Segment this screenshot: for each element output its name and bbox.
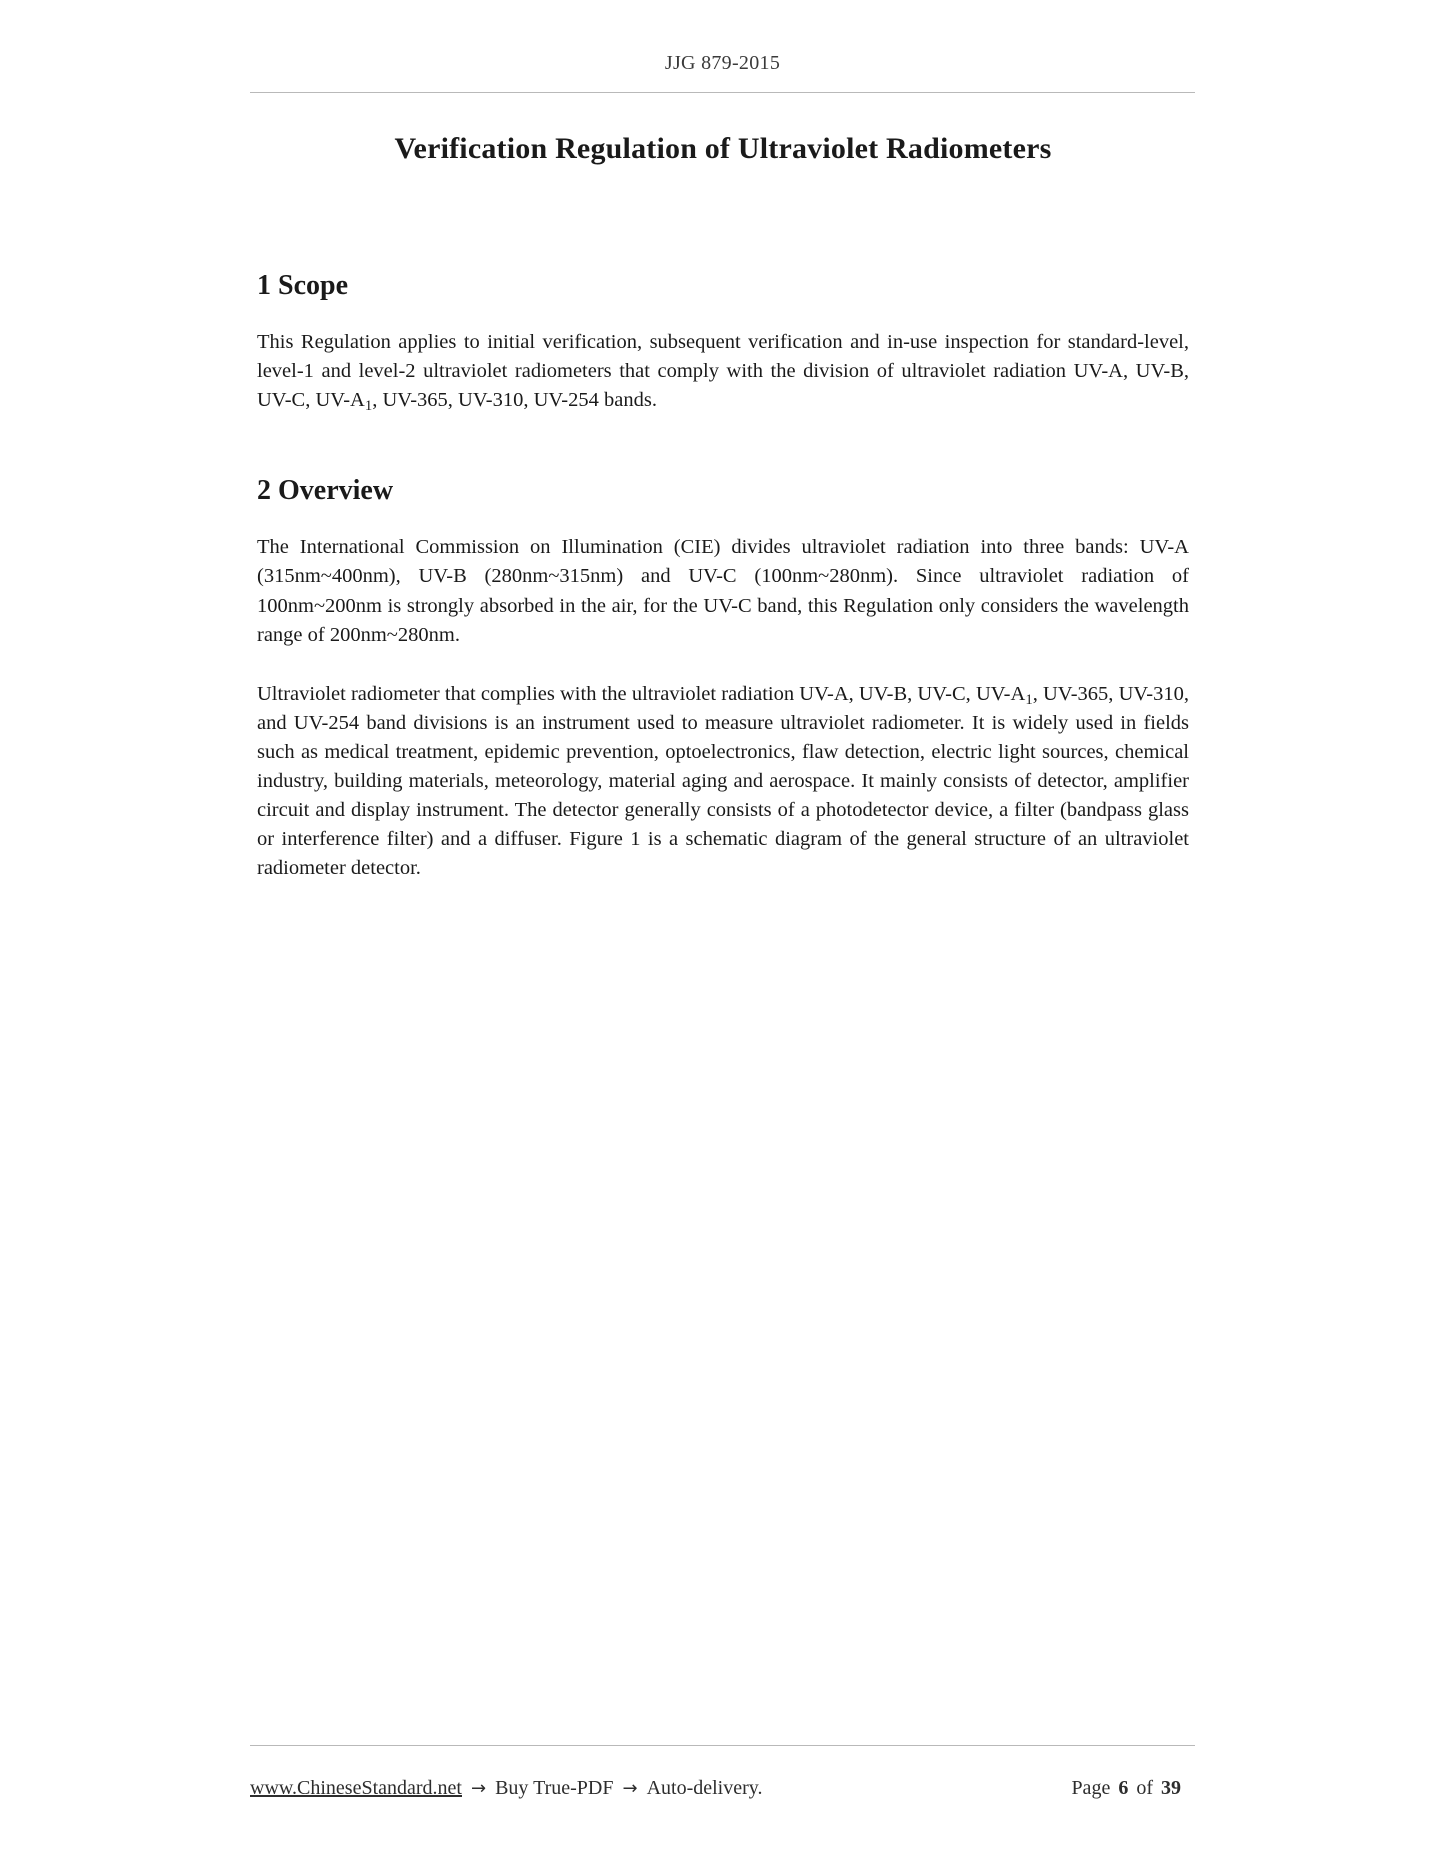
running-head: JJG 879-2015 xyxy=(664,52,781,74)
paragraph-scope-1: This Regulation applies to initial verification, subsequent verification and in-use inspection for standard-level, level-1 and level-2 ultraviolet radiometers that comply with the division of ultraviolet radiation UV-A, UV-B, UV-C, $UV-A_1$, UV-365, UV-310, UV-254 bands. xyxy=(257,331,1189,415)
header-divider xyxy=(250,92,1195,93)
page-title: Verification Regulation of Ultraviolet Radiometers xyxy=(394,132,1052,165)
section-heading-scope: 1 Scope xyxy=(257,270,348,301)
page-footer xyxy=(250,1777,1195,1800)
arrow-right-icon-2: → xyxy=(622,1778,638,1799)
page-number: 6 xyxy=(1118,1777,1129,1799)
chinesestandard-link[interactable]: www.ChineseStandard.net xyxy=(250,1777,462,1799)
section-heading-overview: 2 Overview xyxy=(257,475,394,507)
footer-promo xyxy=(250,1777,762,1800)
footer-divider xyxy=(250,1745,1195,1746)
paragraph-overview-1: The International Commission on Illumination (CIE) divides ultraviolet radiation into three bands: UV-A (315nm~400nm), UV-B (280nm~315nm) and UV-C (100nm~280nm). Since ultraviolet radiation of 100nm~200nm is strongly absorbed in the air, for the UV-C band, this Regulation only considers the wavelength range of 200nm~280nm. xyxy=(257,536,1189,646)
total-pages: 39 xyxy=(1161,1777,1181,1799)
footer-buy-label: Buy True-PDF xyxy=(495,1777,614,1799)
paragraph-overview-2: Ultraviolet radiometer that complies with the ultraviolet radiation UV-A, UV-B, UV-C, $UV-A_1$, UV-365, UV-310, and UV-254 band divisions is an instrument used to measure ultraviolet radiometer. It is widely used in fields such as medical treatment, epidemic prevention, optoelectronics, flaw detection, electric light sources, chemical industry, building materials, meteorology, material aging and aerospace. It mainly consists of detector, amplifier circuit and display instrument. The detector generally consists of a photodetector device, a filter (bandpass glass or interference filter) and a diffuser. Figure 1 is a schematic diagram of the general structure of an ultraviolet radiometer detector. xyxy=(257,682,1189,880)
page-indicator xyxy=(1071,1777,1195,1800)
page-content xyxy=(257,120,1189,884)
of-label: of xyxy=(1136,1777,1153,1799)
arrow-right-icon: → xyxy=(471,1778,487,1799)
footer-delivery-label: Auto-delivery. xyxy=(646,1777,763,1799)
page-label: Page xyxy=(1071,1777,1111,1799)
